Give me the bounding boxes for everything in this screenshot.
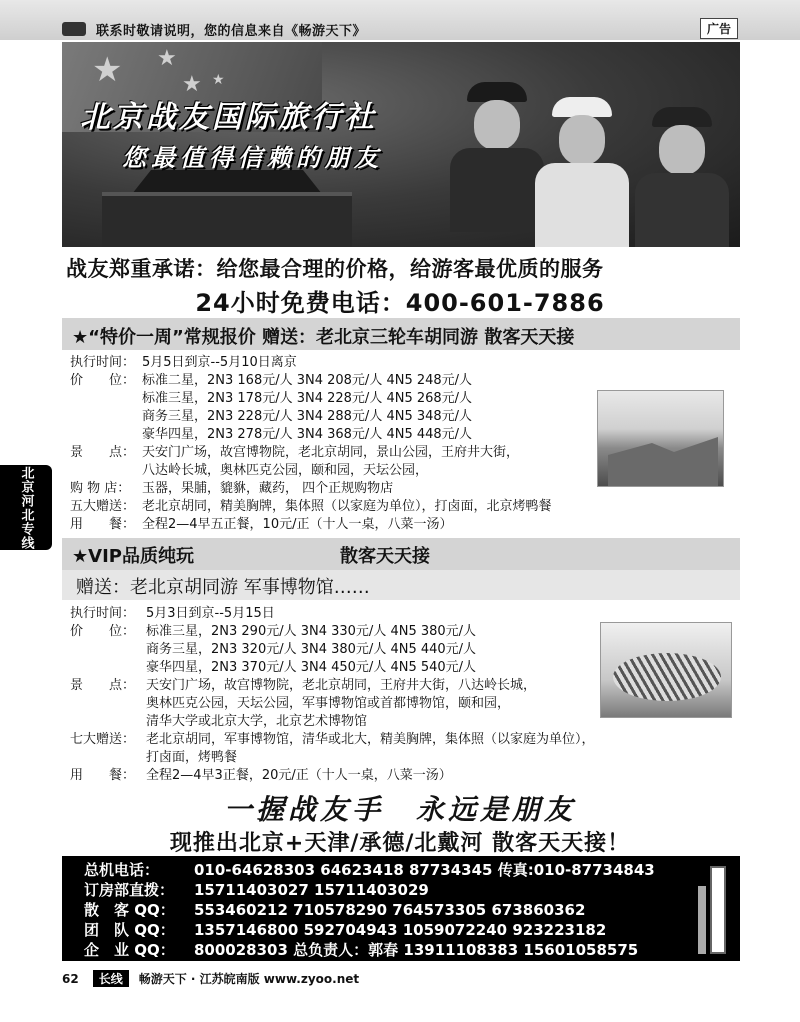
detail-value: 商务三星，2N3 228元/人 3N4 288元/人 4N5 348元/人	[142, 409, 473, 424]
detail-row	[70, 623, 595, 641]
contact-value: 010-64628303 64623418 87734345 传真:010-87734843	[194, 861, 655, 879]
detail-value: 标准二星，2N3 168元/人 3N4 208元/人 4N5 248元/人	[142, 373, 473, 388]
package1-details	[70, 354, 552, 534]
detail-label	[70, 749, 146, 767]
star-icon: ★	[92, 50, 123, 90]
detail-value: 豪华四星，2N3 278元/人 3N4 368元/人 4N5 448元/人	[142, 427, 473, 442]
soldier-figure	[627, 107, 737, 247]
package2-banner	[62, 538, 740, 570]
package2-details	[70, 605, 595, 785]
section-side-tab: 北京河北专线	[0, 465, 52, 550]
agency-name: 北京战友国际旅行社	[80, 100, 377, 135]
source-notice: 联系时敬请说明，您的信息来自《畅游天下》	[96, 24, 367, 39]
detail-label	[70, 462, 142, 480]
detail-value: 商务三星，2N3 320元/人 3N4 380元/人 4N5 440元/人	[146, 642, 477, 657]
contact-row	[84, 880, 740, 900]
contact-value: 800028303 总负责人：郭春 13911108383 15601058575	[194, 941, 639, 959]
detail-value: 清华大学或北京大学，北京艺术博物馆	[146, 714, 368, 729]
contact-row	[84, 940, 740, 960]
detail-row	[70, 731, 595, 749]
detail-value: 打卤面，烤鸭餐	[146, 750, 238, 765]
publication-info: 畅游天下 · 江苏皖南版 www.zyoo.net	[138, 972, 360, 986]
detail-label	[70, 390, 142, 408]
detail-value: 全程2—4早五正餐，10元/正（十人一桌，八菜一汤）	[142, 517, 453, 532]
top-strip	[0, 0, 800, 40]
detail-value: 5月3日到京--5月15日	[146, 606, 275, 621]
detail-label: 七大赠送：	[70, 732, 136, 747]
detail-label	[70, 408, 142, 426]
agency-tagline: 您最值得信赖的朋友	[122, 143, 383, 172]
contact-row	[84, 920, 740, 940]
contact-key: 团 队 QQ：	[84, 921, 175, 939]
detail-label: 景 点：	[70, 678, 136, 693]
detail-label	[70, 713, 146, 731]
package2-gift-line: 赠送：老北京胡同游 军事博物馆……	[62, 570, 740, 600]
detail-value: 标准三星，2N3 290元/人 3N4 330元/人 4N5 380元/人	[146, 624, 477, 639]
detail-label	[70, 641, 146, 659]
soldier-figure	[527, 97, 637, 247]
star-icon: ★	[212, 72, 225, 88]
detail-label	[70, 426, 142, 444]
detail-row	[70, 390, 552, 408]
contact-key: 总机电话：	[84, 861, 160, 879]
detail-row	[70, 480, 552, 498]
tiananmen-roof-graphic	[132, 170, 322, 194]
detail-row	[70, 659, 595, 677]
detail-label: 用 餐：	[70, 517, 136, 532]
detail-value: 豪华四星，2N3 370元/人 3N4 450元/人 4N5 540元/人	[146, 660, 477, 675]
detail-label: 购 物 店：	[70, 481, 131, 496]
detail-row	[70, 677, 595, 695]
detail-label: 执行时间：	[70, 355, 136, 370]
detail-label: 执行时间：	[70, 606, 136, 621]
detail-row	[70, 444, 552, 462]
detail-row	[70, 354, 552, 372]
contact-key: 散 客 QQ：	[84, 901, 175, 919]
detail-row	[70, 749, 595, 767]
hero-banner	[62, 42, 740, 247]
tiananmen-graphic	[102, 192, 352, 247]
detail-label	[70, 695, 146, 713]
detail-row	[70, 372, 552, 390]
great-wall-photo	[597, 390, 724, 487]
detail-row	[70, 767, 595, 785]
star-icon: ★	[182, 72, 202, 97]
slogan: 一握战友手 永远是朋友	[223, 793, 576, 826]
detail-value: 5月5日到京--5月10日离京	[142, 355, 297, 370]
detail-row	[70, 713, 595, 731]
detail-value: 老北京胡同，军事博物馆，清华或北大，精美胸牌，集体照（以家庭为单位），	[146, 732, 595, 747]
detail-row	[70, 605, 595, 623]
detail-value: 奥林匹克公园，天坛公园，军事博物馆或首都博物馆，颐和园，	[146, 696, 511, 711]
detail-label: 价 位：	[70, 373, 136, 388]
contact-value: 15711403027 15711403029	[194, 881, 429, 899]
contact-key: 企 业 QQ：	[84, 941, 175, 959]
detail-value: 天安门广场，故宫博物院，老北京胡同，景山公园，王府井大街，	[142, 445, 520, 460]
detail-row	[70, 426, 552, 444]
contact-panel	[62, 856, 740, 961]
detail-value: 老北京胡同，精美胸牌，集体照（以家庭为单位），打卤面，北京烤鸭餐	[142, 499, 552, 514]
star-icon: ★	[157, 46, 177, 71]
birds-nest-photo	[600, 622, 732, 718]
detail-label: 用 餐：	[70, 768, 136, 783]
detail-label: 景 点：	[70, 445, 136, 460]
detail-row	[70, 516, 552, 534]
contact-value: 1357146800 592704943 1059072240 923223182	[194, 921, 607, 939]
contact-row	[84, 900, 740, 920]
detail-value: 八达岭长城，奥林匹克公园，颐和园，天坛公园，	[142, 463, 429, 478]
detail-label	[70, 659, 146, 677]
package2-pickup: 散客天天接	[340, 546, 430, 567]
detail-row	[70, 695, 595, 713]
magazine-logo-icon	[62, 22, 86, 36]
page-footer	[62, 970, 359, 987]
decorative-bar	[698, 886, 706, 954]
detail-row	[70, 408, 552, 426]
package1-banner: ★“特价一周”常规报价 赠送：老北京三轮车胡同游 散客天天接	[62, 318, 740, 350]
section-label: 长线	[93, 970, 129, 987]
contact-value: 553460212 710578290 764573305 673860362	[194, 901, 586, 919]
hotline: 24小时免费电话：400-601-7886	[195, 289, 605, 317]
detail-value: 玉器，果脯，貔貅，藏药， 四个正规购物店	[142, 481, 394, 496]
detail-label: 价 位：	[70, 624, 136, 639]
detail-value: 天安门广场，故宫博物院，老北京胡同，王府井大街，八达岭长城，	[146, 678, 537, 693]
decorative-bar	[710, 866, 726, 954]
contact-key: 订房部直拨：	[84, 881, 175, 899]
ad-label: 广告	[700, 18, 738, 39]
package2-title: ★VIP品质纯玩	[72, 546, 194, 567]
promise-headline: 战友郑重承诺：给您最合理的价格，给游客最优质的服务	[66, 257, 604, 281]
contact-row	[84, 860, 740, 880]
detail-value: 标准三星，2N3 178元/人 3N4 228元/人 4N5 268元/人	[142, 391, 473, 406]
route-slogan: 现推出北京+天津/承德/北戴河 散客天天接！	[169, 831, 631, 856]
detail-row	[70, 641, 595, 659]
page-number: 62	[62, 971, 79, 986]
detail-row	[70, 498, 552, 516]
detail-label: 五大赠送：	[70, 499, 136, 514]
detail-row	[70, 462, 552, 480]
detail-value: 全程2—4早3正餐，20元/正（十人一桌，八菜一汤）	[146, 768, 452, 783]
